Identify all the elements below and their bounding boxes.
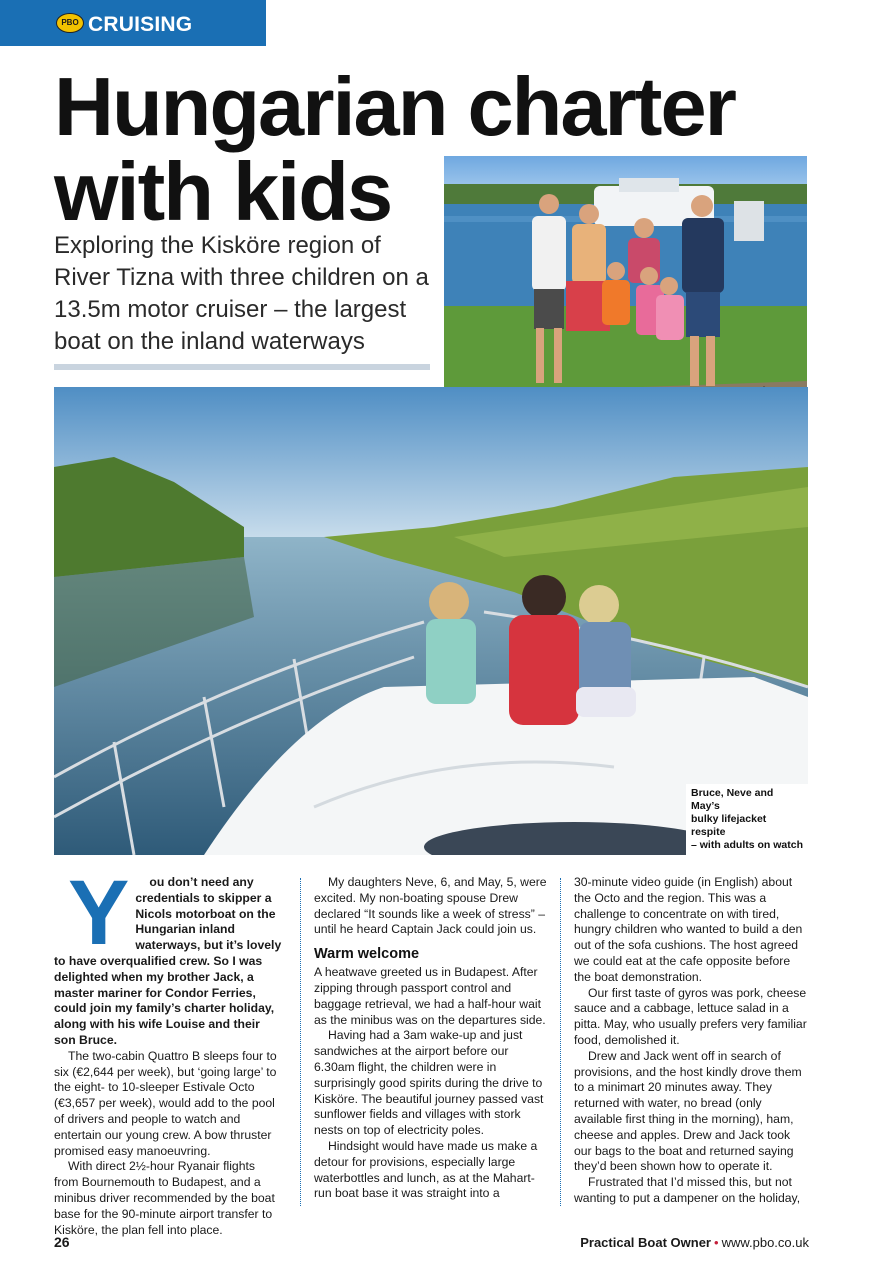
bow-caption	[686, 784, 808, 855]
pbo-logo: PBO	[56, 13, 84, 33]
section-tab	[0, 0, 266, 46]
footer-credit	[580, 1235, 809, 1250]
standfirst-rule	[54, 364, 430, 370]
article-column-3	[574, 875, 810, 1207]
website-url: www.pbo.co.uk	[721, 1235, 809, 1250]
magazine-name: Practical Boat Owner	[580, 1235, 711, 1250]
page-number: 26	[54, 1234, 70, 1250]
column-divider	[300, 878, 301, 1206]
article-column-2	[314, 875, 550, 1202]
section-label: CRUISING	[88, 13, 193, 36]
article-paragraph: Frustrated that I’d missed this, but not wanting to put a dampener on the holiday,	[574, 1175, 801, 1205]
lead-text: ou don’t need any credentials to skipper a Nicols motorboat on the Hungarian inland waterways, but it’s lovely to have overqualified crew. So I was delighted when my brother Jack, a master mariner for Condor Ferries, could join my family’s charter holiday, along with his wife Louise and their son Bruce.	[54, 875, 282, 1047]
article-paragraph: Hindsight would have made us make a detour for provisions, especially large waterbottles and lunch, as at the Mahart-run boat base it was straight into a	[314, 1138, 538, 1201]
article-paragraph: Our first taste of gyros was pork, cheese sauce and a cabbage, lettuce salad in a pitta. May, who usually prefers very familiar food, demolished it.	[574, 985, 807, 1047]
article-column-1	[54, 862, 282, 1238]
subheading: Warm welcome	[314, 946, 420, 963]
article-paragraph: My daughters Neve, 6, and May, 5, were excited. My non-boating spouse Drew declared “It sounds like a week of stress” – until he heard Captain Jack could join us.	[314, 875, 547, 937]
article-paragraph: Having had a 3am wake-up and just sandwiches at the airport before our 6.30am flight, the children were in surprisingly good spirits during the drive to Kisköre. The beautiful journey passed vast sunflower fields and villages with stork nests on top of electricity poles.	[314, 1028, 544, 1138]
dropcap: Y	[68, 862, 130, 964]
headline-line-1: Hungarian charter	[54, 60, 735, 153]
article-paragraph: 30-minute video guide (in English) about the Octo and the region. This was a challenge to concentrate on with tired, hungry children who wanted to build a den out of the sofa cushions. The host agreed we could eat at the cafe opposite before the boat demonstration.	[574, 875, 803, 984]
article-paragraph: A heatwave greeted us in Budapest. After zipping through passport control and baggage retrieval, we had a half-hour wait as the minibus was on the departures side.	[314, 965, 546, 1027]
bow-caption-line-1: Bruce, Neve and May’s	[691, 787, 774, 812]
footer-bullet: •	[714, 1235, 719, 1250]
article-paragraph: With direct 2½-hour Ryanair flights from Bournemouth to Budapest, and a minibus driver recommended by the boat base for the 90-minute airport transfer to Kisköre, the plan fell into place.	[54, 1159, 275, 1237]
bow-caption-line-2: bulky lifejacket respite	[691, 813, 767, 838]
article-lead-paragraph	[54, 862, 282, 1049]
article-paragraph: Drew and Jack went off in search of provisions, and the host kindly drove them to a minimart 20 minutes away. They returned with water, no bread (only available first thing in the morning), ham, cheese and apples. Drew and Jack took our bags to the boat and returned saying they’d been shown how to operate it.	[574, 1048, 802, 1174]
article-paragraph: The two-cabin Quattro B sleeps four to six (€2,644 per week), but ‘going large’ to the eight- to 10-sleeper Estivale Octo (€3,657 per week), would add to the pool of drivers and people to watch and entertain our young crew. A bow thruster promised easy manoeuvring.	[54, 1048, 277, 1158]
bow-photo	[54, 387, 808, 855]
standfirst: Exploring the Kisköre region of River Tizna with three children on a 13.5m motor cruiser – the largest boat on the inland waterways	[54, 232, 429, 355]
bow-caption-line-3: – with adults on watch	[691, 839, 804, 851]
headline-line-2: with kids	[54, 145, 392, 238]
column-divider	[560, 878, 561, 1206]
